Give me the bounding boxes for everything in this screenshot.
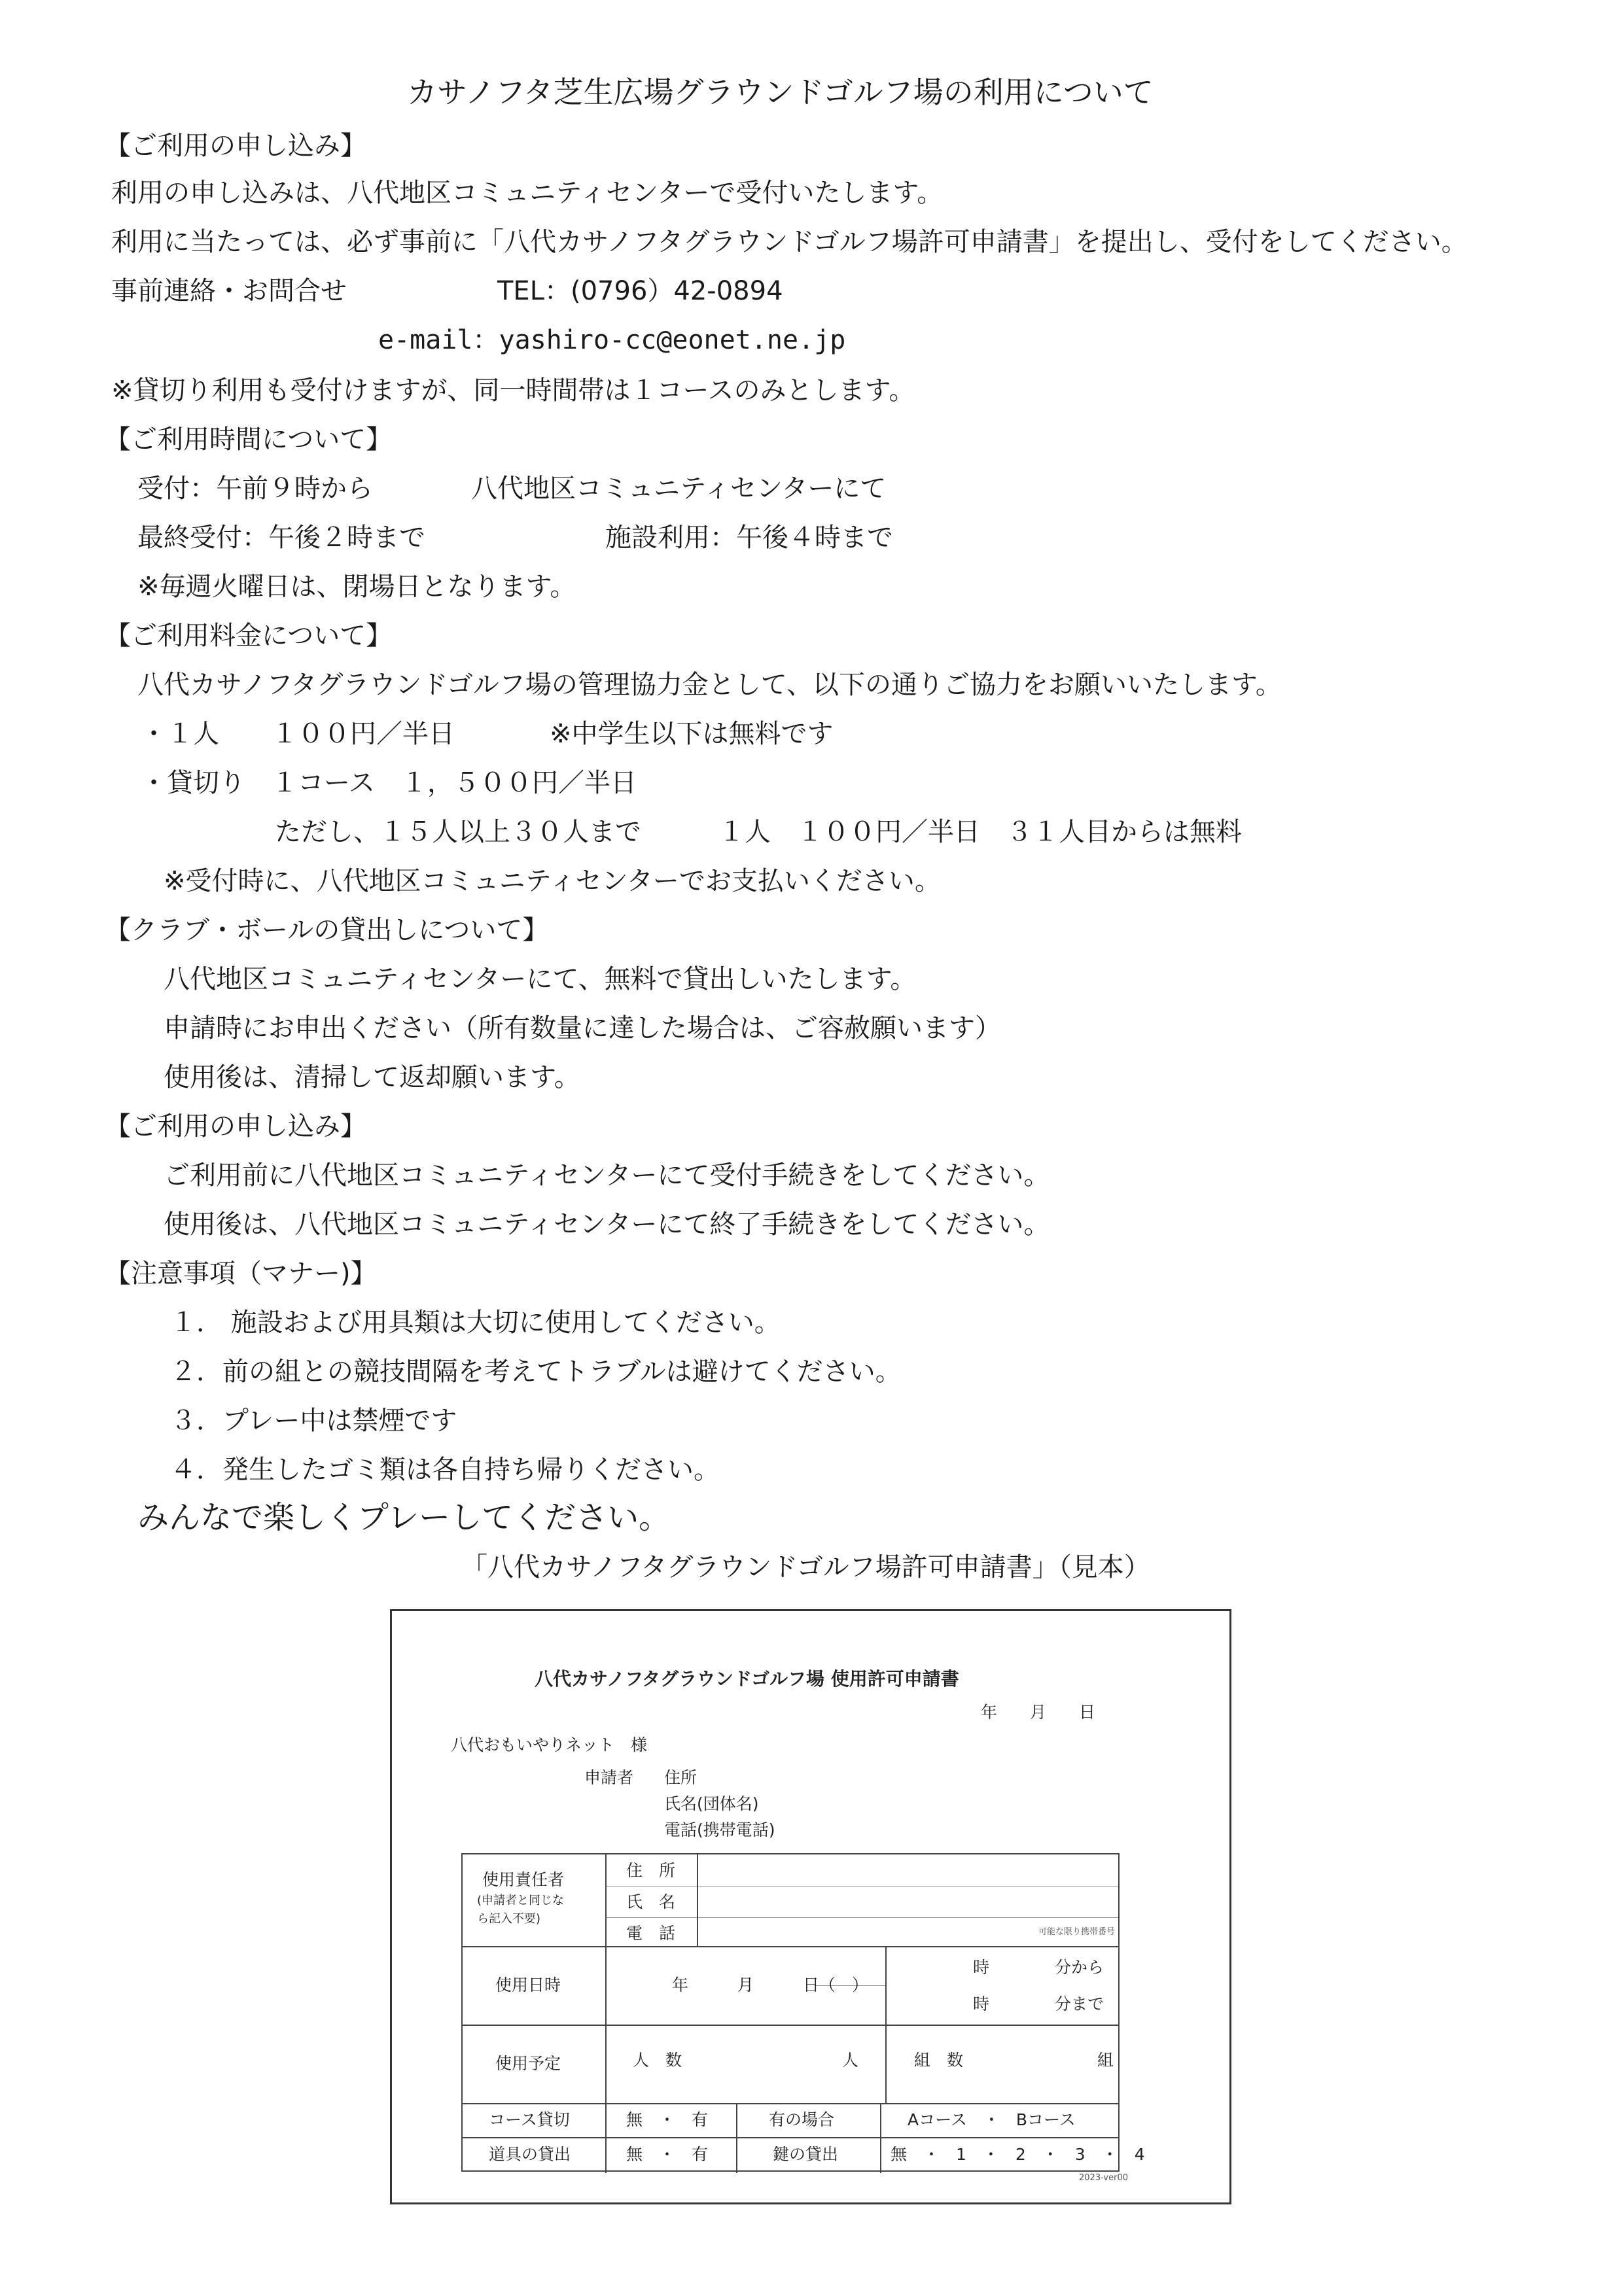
form-title: 八代カサノフタグラウンドゴルフ場 使用許可申請書 [535,1668,959,1690]
form-course-options: Aコース ・ Bコース [908,2110,1076,2129]
form-applicant-address: 住所 [664,1768,697,1787]
form-tools-choice: 無 ・ 有 [626,2145,709,2164]
reservation-note: ※貸切り利用も受付けますが、同一時間帯は１コースのみとします。 [111,375,915,406]
form-resp-note-2: ら記入不要) [477,1912,541,1926]
form-address-field: 住 所 [626,1861,676,1880]
section-heading-apply: 【ご利用の申し込み】 [105,131,366,161]
section-heading-hours: 【ご利用時間について】 [105,425,393,455]
form-key-label: 鍵の貸出 [773,2145,839,2164]
closing-message: みんなで楽しくプレーしてください。 [137,1499,671,1536]
sample-application-form [390,1609,1231,2204]
apply2-line-1: ご利用前に八代地区コミュニティセンターにて受付手続きをしてください。 [164,1160,1050,1191]
form-time-from: 時 分から [973,1958,1104,1977]
apply-line-2: 利用に当たっては、必ず事前に「八代カサノフタグラウンドゴルフ場許可申請書」を提出し、受付をしてください。 [111,227,1468,257]
fee-charter-detail-b: １人 １００円／半日 ３１人目からは無料 [718,817,1242,847]
hours-closed-note: ※毎週火曜日は、閉場日となります。 [137,572,576,602]
fee-intro: 八代カサノフタグラウンドゴルフ場の管理協力金として、以下の通りご協力をお願いいたします。 [137,670,1282,700]
hours-last-reception: 最終受付：午後２時まで [137,523,425,553]
manner-item-1: １． 施設および用具類は大切に使用してください。 [170,1308,781,1338]
sample-caption: 「八代カサノフタグラウンドゴルフ場許可申請書」（見本） [461,1552,1150,1582]
hours-facility-use: 施設利用：午後４時まで [605,523,893,553]
fee-student-note: ※中学生以下は無料です [550,719,834,749]
hours-reception-place: 八代地区コミュニティセンターにて [471,474,887,504]
form-date-value: 年 月 日（ ） [672,1975,869,1994]
form-resp-note-1: (申請者と同じな [477,1894,565,1907]
form-name-field: 氏 名 [626,1892,676,1911]
form-course-if: 有の場合 [769,2110,835,2129]
form-resp-label: 使用責任者 [482,1870,565,1889]
rental-line-2: 申請時にお申出ください（所有数量に達した場合は、ご容赦願います） [164,1013,1001,1043]
form-people: 人 数 [633,2051,682,2070]
section-heading-rental: 【クラブ・ボールの貸出しについて】 [105,915,549,945]
form-time-to: 時 分まで [973,1994,1104,2013]
page-title: カサノフタ芝生広場グラウンドゴルフ場の利用について [407,75,1154,110]
form-phone-field: 電 話 [626,1924,676,1943]
fee-per-person: ・１人 １００円／半日 [141,719,455,749]
form-date: 年 月 日 [981,1703,1096,1722]
form-addressee: 八代おもいやりネット 様 [451,1735,648,1754]
contact-tel: TEL：(0796）42-0894 [497,276,783,306]
form-course-choice: 無 ・ 有 [626,2110,709,2129]
form-mobile-note: 可能な限り携帯番号 [1038,1927,1116,1937]
contact-label: 事前連絡・お問合せ [111,276,347,306]
form-plan-label: 使用予定 [495,2054,561,2073]
form-applicant-label: 申請者 [584,1768,634,1787]
form-table [461,1853,1145,2172]
form-applicant-name: 氏名(団体名) [664,1794,759,1813]
apply2-line-2: 使用後は、八代地区コミュニティセンターにて終了手続きをしてください。 [164,1209,1050,1240]
apply-line-1: 利用の申し込みは、八代地区コミュニティセンターで受付いたします。 [111,178,944,208]
hours-reception: 受付：午前９時から [137,474,373,504]
form-groups: 組 数 [914,2051,964,2070]
rental-line-1: 八代地区コミュニティセンターにて、無料で貸出しいたします。 [164,964,917,994]
form-tools-label: 道具の貸出 [489,2145,571,2164]
form-date-label: 使用日時 [495,1975,561,1994]
form-version: 2023-ver00 [1079,2173,1129,2183]
manner-item-2: ２．前の組との競技間隔を考えてトラブルは避けてください。 [170,1357,902,1387]
fee-charter-detail-a: ただし、１５人以上３０人まで [275,817,641,847]
section-heading-manner: 【注意事項（マナー)】 [105,1259,377,1289]
fee-payment-note: ※受付時に、八代地区コミュニティセンターでお支払いください。 [164,866,941,896]
form-applicant-phone: 電話(携帯電話) [664,1820,775,1839]
fee-charter: ・貸切り １コース １，５００円／半日 [141,768,637,798]
form-key-options: 無 ・ 1 ・ 2 ・ 3 ・ 4 [891,2145,1145,2164]
form-course-label: コース貸切 [489,2110,570,2129]
contact-email: e-mail：yashiro-cc@eonet.ne.jp [378,325,846,355]
manner-item-3: ３．プレー中は禁煙です [170,1406,457,1436]
form-people-unit: 人 [842,2051,859,2070]
section-heading-apply-2: 【ご利用の申し込み】 [105,1111,366,1141]
rental-line-3: 使用後は、清掃して返却願います。 [164,1062,580,1092]
section-heading-fee: 【ご利用料金について】 [105,621,393,651]
form-groups-unit: 組 [1097,2051,1114,2070]
manner-item-4: ４．発生したゴミ類は各自持ち帰りください。 [170,1455,720,1485]
